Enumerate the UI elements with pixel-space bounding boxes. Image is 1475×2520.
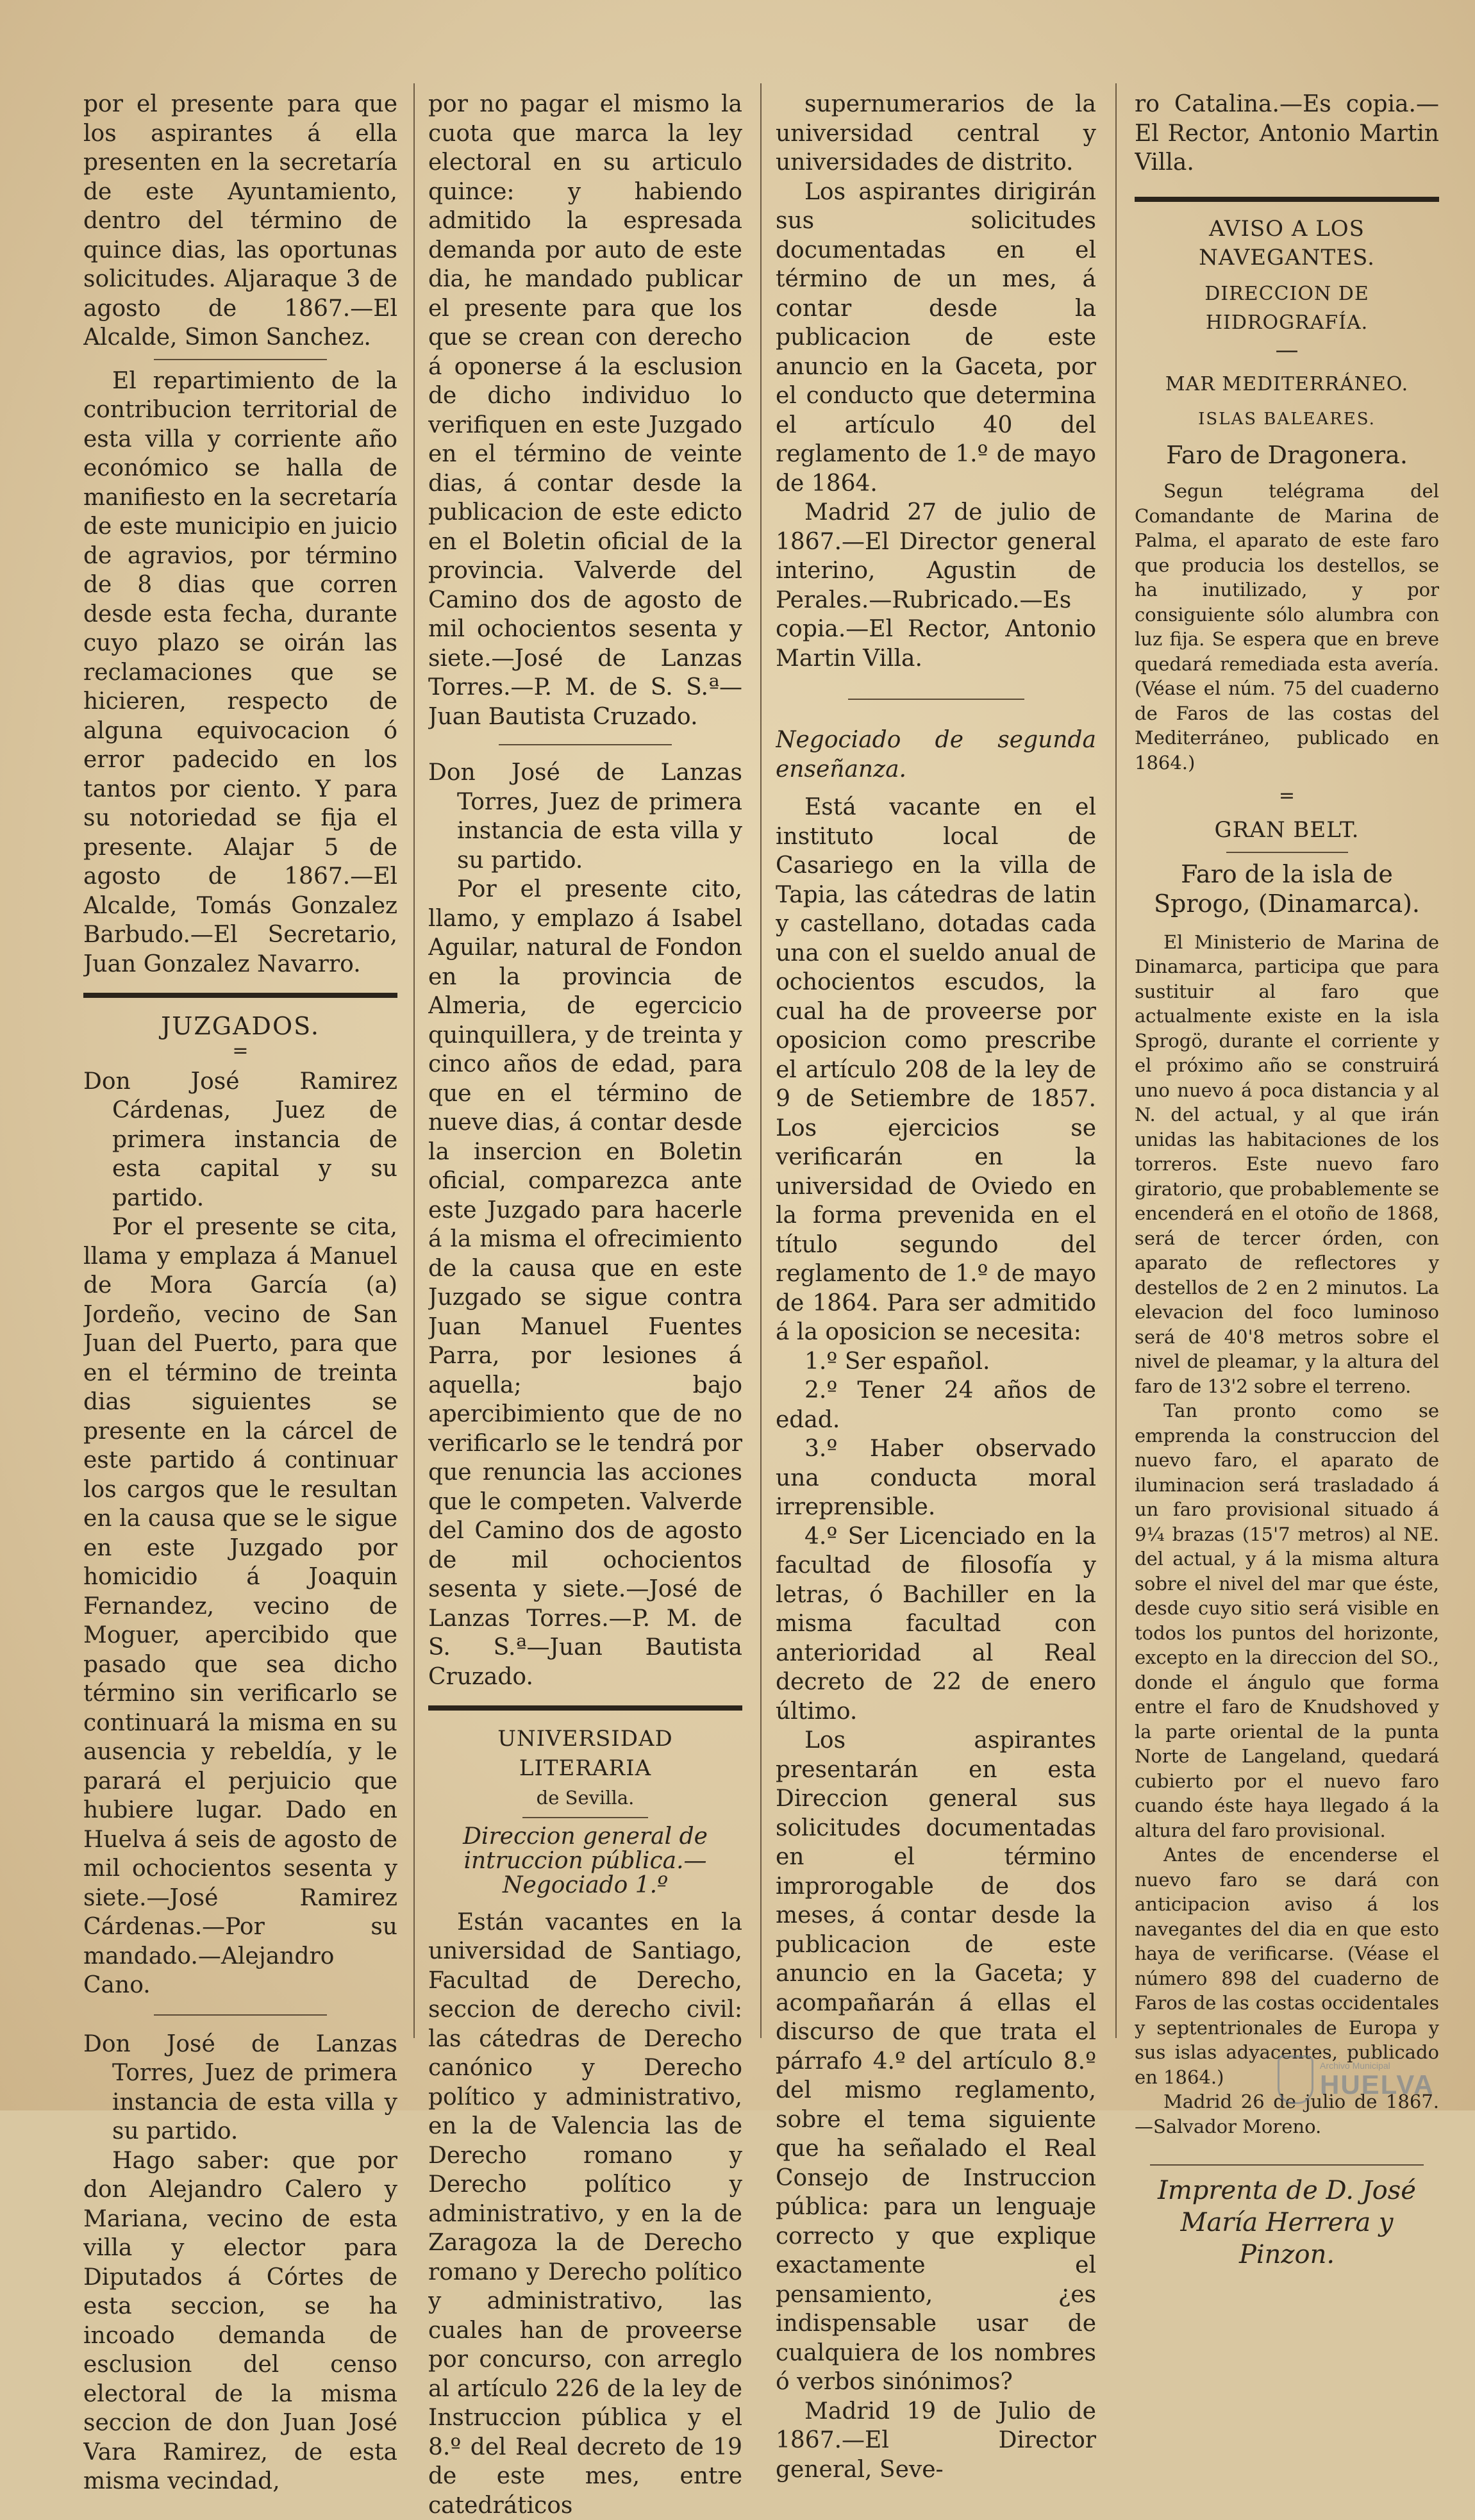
aspirantes-text: Los aspirantes dirigirán sus solicitudes documentadas en el término de un mes, á contar desde la publicacion de este anuncio en la Gaceta, por el conducto que determina el artículo 40 del reglamento de 1.º de mayo de 1864. xyxy=(776,178,1096,499)
watermark-caption: Archivo Municipal xyxy=(1320,2060,1434,2071)
rector-signature: ro Catalina.—Es copia.—El Rector, Antonio Martin Villa. xyxy=(1135,90,1439,178)
divider xyxy=(1150,2164,1424,2166)
double-rule: = xyxy=(83,1044,397,1058)
imprenta-line: Imprenta de D. José María Herrera y Pinzon. xyxy=(1135,2175,1439,2271)
section-rule xyxy=(428,1705,742,1711)
aguilar-edict: Por el presente cito, llamo, y emplazo á Isabel Aguilar, natural de Fondon en la provincia de Almeria, de egercicio quinquillera, y de treinta y cinco años de edad, para que en el término de nueve dias, á contar desde la insercion en Boletin oficial, comparezca ante este Juzgado para hacerle á la misma el ofrecimiento de la causa que en este Juzgado se sigue contra Juan Manuel Fuentes Parra, por lesiones á aquella; bajo apercibimiento que de no verificarlo se le tendrá por que renuncia las acciones que le competen. Valverde del Camino dos de agosto de mil ochocientos sesenta y siete.—José de Lanzas Torres.—P. M. de S. S.ª—Juan Bautista Cruzado. xyxy=(428,875,742,1691)
requirement-4: 4.º Ser Licenciado en la facultad de filosofía y letras, ó Bachiller en la misma facultad con anterioridad al Real decreto de 22 de enero último. xyxy=(776,1522,1096,1727)
presentation-text: Los aspirantes presentarán en esta Direccion general sus solicitudes documentadas en el término improrogable de dos meses, á contar desde la publicacion de este anuncio en la Gaceta; y acompañarán á ellas el discurso de que trata el párrafo 4.º del artículo 8.º del mismo reglamento, sobre el tema siguiente que ha señalado el Real Consejo de Instruccion pública: para un lenguaje correcto y que explique exactamente el pensamiento, ¿es indispensable usar de cualquiera de los nombres ó verbos sinónimos? xyxy=(776,1726,1096,2397)
direccion-subheading: Direccion general de intruccion pública.—Negociado 1.º xyxy=(428,1825,742,1898)
section-heading-juzgados: JUZGADOS. xyxy=(83,1012,397,1041)
alajar-notice: El repartimiento de la contribucion territorial de esta villa y corriente año económico se halla de manifiesto en la secretaría de este municipio en juicio de agravios, por término de 8 dias que corren desde esta fecha, durante cuyo plazo se oirán las reclamaciones que se hicieren, respecto de alguna equivocacion ó error padecido en los tantos por ciento. Y para su notoriedad se fija el presente. Alajar 5 de agosto de 1867.—El Alcalde, Tomás Gonzalez Barbudo.—El Secretario, Juan Gonzalez Navarro. xyxy=(83,367,397,979)
watermark-city: HUELVA xyxy=(1320,2071,1434,2099)
requirement-3: 3.º Haber observado una conducta moral irreprensible. xyxy=(776,1434,1096,1522)
provisional-faro-text: Tan pronto como se emprenda la construccion del nuevo faro, el aparato de iluminacion será trasladado á un faro provisional situado á 9¼ brazas (15'7 metros) al NE. del actual, y á la misma altura sobre el nivel del mar que éste, desde cuyo sitio será visible en todos los puntos del horizonte, excepto en la direccion del SO., donde el ángulo que forma entre el faro de Knudshoved y la parte oriental de la punta Norte de Langeland, quedará cubierto por el nuevo faro cuando éste haya llegado á la altura del faro provisional. xyxy=(1135,1398,1439,1843)
vacancies-notice: Están vacantes en la universidad de Santiago, Facultad de Derecho, seccion de derecho civil: las cátedras de Derecho canónico y Derecho político y administrativo, en la de Valencia las de Derecho romano y Derecho político y administrativo, y en la de Zaragoza la de Derecho romano y Derecho político y administrativo, las cuales han de proveerse por concurso, con arreglo al artículo 226 de la ley de Instruccion pública y el 8.º del Real decreto de 19 de este mes, entre catedráticos xyxy=(428,1908,742,2520)
section-rule xyxy=(1135,197,1439,202)
column-divider xyxy=(1115,83,1117,2038)
moreno-signature: Madrid 26 de julio de 1867.—Salvador Moreno. xyxy=(1135,2089,1439,2139)
tapia-vacancy: Está vacante en el instituto local de Casariego en la villa de Tapia, las cátedras de latin y castellano, dotadas cada una con el sueldo anual de ochocientos escudos, la cual ha de proveerse por oposicion como prescribe el artículo 208 de la ley de 9 de Setiembre de 1857. Los ejercicios se verificarán en la universidad de Oviedo en la forma prevenida en el título segundo del reglamento de 1.º de mayo de 1864. Para ser admitido á la oposicion se necesita: xyxy=(776,793,1096,1347)
valverde-edict-start: Hago saber: que por don Alejandro Calero y Mariana, vecino de esta villa y elector para Diputados á Córtes de esta seccion, se ha incoado demanda de esclusion del censo electoral de la misma seccion de don Juan José Vara Ramirez, de esta misma vecindad, xyxy=(83,2146,397,2496)
university-heading: UNIVERSIDAD LITERARIA xyxy=(428,1725,742,1783)
sprogo-text: El Ministerio de Marina de Dinamarca, participa que para sustituir al faro que actualmente existe en la isla Sprogö, durante el corriente y el próximo año se construirá uno nuevo á poca distancia y al N. del actual, y al que irán unidas las habitaciones de los torreros. Este nuevo faro giratorio, que probablemente se encenderá en el otoño de 1868, será de tercer órden, con aparato de reflectores y destellos de 2 en 2 minutos. La elevacion del foco luminoso será de 40'8 metros sobre el nivel de pleamar, y la altura del faro de 13'2 sobre el terreno. xyxy=(1135,930,1439,1399)
column-3 xyxy=(776,90,1096,2484)
dragonera-text: Segun telégrama del Comandante de Marina de Palma, el aparato de este faro que producia los destellos, se ha inutilizado, y por consiguiente sólo alumbra con luz fija. Se espera que en breve quedará remediada esta avería. (Véase el núm. 75 del cuaderno de Faros de las costas del Mediterráneo, publicado en 1864.) xyxy=(1135,479,1439,775)
gran-belt-heading: GRAN BELT. xyxy=(1135,816,1439,845)
edict-header: Don José Ramirez Cárdenas, Juez de primera instancia de esta capital y su partido. xyxy=(83,1067,397,1213)
requirement-2: 2.º Tener 24 años de edad. xyxy=(776,1376,1096,1434)
edict-header: Don José de Lanzas Torres, Juez de primera instancia de esta villa y su partido. xyxy=(83,2030,397,2146)
section-rule xyxy=(83,993,397,998)
negociado-heading: Negociado de segunda enseñanza. xyxy=(776,725,1096,784)
huelva-edict: Por el presente se cita, llama y emplaza á Manuel de Mora García (a) Jordeño, vecino de San Juan del Puerto, para que en el término de treinta dias siguientes se presente en la cárcel de este partido á continuar los cargos que le resultan en la causa que se le sigue en este Juzgado por homicidio á Joaquin Fernandez, vecino de Moguer, apercibido que pasado que sea dicho término sin verificarlo se continuará la misma en su ausencia y rebeldía, y le parará el perjuicio que hubiere lugar. Dado en Huelva á seis de agosto de mil ochocientos sesenta y siete.—José Ramirez Cárdenas.—Por su mandado.—Alejandro Cano. xyxy=(83,1213,397,2000)
supernumerarios-text: supernumerarios de la universidad central y universidades de distrito. xyxy=(776,90,1096,178)
dash-ornament: — xyxy=(1135,344,1439,357)
aljaraque-notice: por el presente para que los aspirantes á ella presenten en la secretaría de este Ayuntamiento, dentro del término de quince dias, las oportunas solicitudes. Aljaraque 3 de agosto de 1867.—El Alcalde, Simon Sanchez. xyxy=(83,90,397,352)
baleares-heading: ISLAS BALEARES. xyxy=(1135,405,1439,435)
double-rule: = xyxy=(1135,789,1439,803)
mediterraneo-heading: MAR MEDITERRÁNEO. xyxy=(1135,370,1439,399)
column-4 xyxy=(1135,90,1439,2271)
divider xyxy=(499,744,672,745)
column-1 xyxy=(83,90,397,2496)
antes-text: Antes de encenderse el nuevo faro se dará con anticipacion aviso á los navegantes del dia en que esto haya de verificarse. (Véase el número 898 del cuaderno de Faros de las costas occidentales y septentrionales de Europa y sus islas adyacentes, publicado en 1864.) xyxy=(1135,1843,1439,2089)
archive-watermark xyxy=(1278,2054,1463,2105)
dragonera-heading: Faro de Dragonera. xyxy=(1135,441,1439,470)
sprogo-heading: Faro de la isla de Sprogo, (Dinamarca). xyxy=(1135,859,1439,918)
divider xyxy=(154,2014,327,2016)
shield-icon xyxy=(1278,2055,1313,2104)
edict-header: Don José de Lanzas Torres, Juez de primera instancia de esta villa y su partido. xyxy=(428,758,742,875)
university-subheading: de Sevilla. xyxy=(428,1786,742,1811)
madrid-signature: Madrid 27 de julio de 1867.—El Director general interino, Agustin de Perales.—Rubricado.—Es copia.—El Rector, Antonio Martin Villa. xyxy=(776,498,1096,673)
madrid-date: Madrid 19 de Julio de 1867.—El Director general, Seve- xyxy=(776,2397,1096,2485)
column-2 xyxy=(428,90,742,2520)
valverde-edict-continued: por no pagar el mismo la cuota que marca la ley electoral en su articulo quince: y habiendo admitido la espresada demanda por auto de este dia, he mandado publicar el presente para que los que se crean con derecho á oponerse á la esclusion de dicho individuo lo verifiquen en este Juzgado en el término de veinte dias, á contar desde la publicacion de este edicto en el Boletin oficial de la provincia. Valverde del Camino dos de agosto de mil ochocientos sesenta y siete.—José de Lanzas Torres.—P. M. de S. S.ª—Juan Bautista Cruzado. xyxy=(428,90,742,731)
divider xyxy=(154,359,327,360)
navegantes-heading: AVISO A LOS NAVEGANTES. xyxy=(1135,215,1439,273)
column-divider xyxy=(760,83,762,2038)
requirement-1: 1.º Ser español. xyxy=(776,1347,1096,1377)
column-divider xyxy=(413,83,415,2038)
divider xyxy=(848,699,1024,700)
divider xyxy=(1226,852,1348,853)
divider xyxy=(522,1817,648,1818)
hidrografia-heading: DIRECCION DE HIDROGRAFÍA. xyxy=(1135,279,1439,338)
